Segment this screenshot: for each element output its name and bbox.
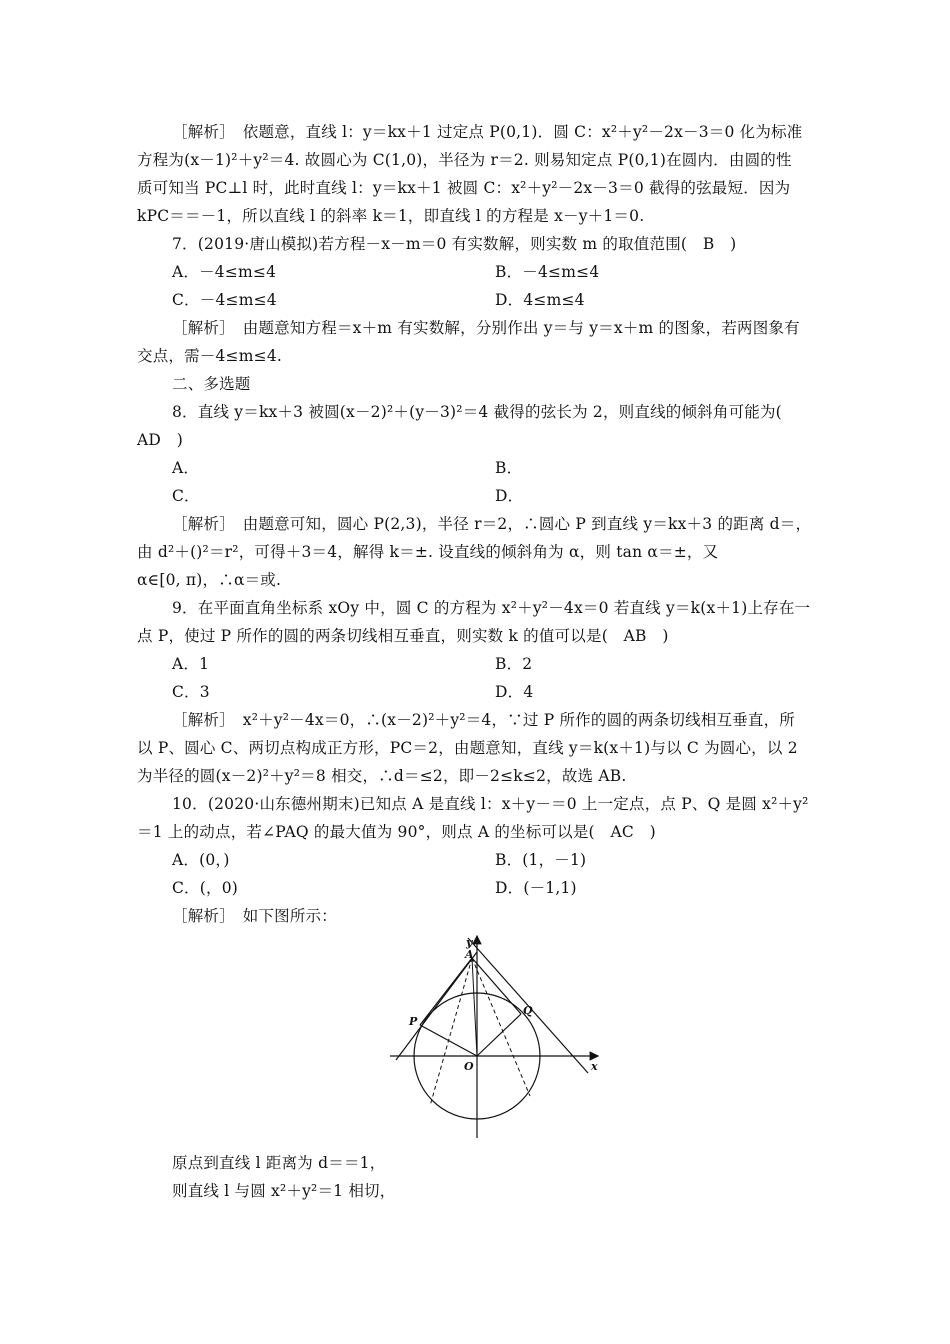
option-b: B．－4≤m≤4: [495, 263, 600, 281]
text-line: 原点到直线 l 距离为 d＝＝1，: [172, 1154, 386, 1172]
dashed-line-right: [472, 958, 530, 1096]
segment-ap: [420, 958, 472, 1025]
text-line: ＝1 上的动点，若∠PAQ 的最大值为 90°，则点 A 的坐标可以是( AC ): [137, 823, 656, 841]
option-c: C．(，0): [172, 879, 239, 897]
text-line: ［解析］ 由题意可知，圆心 P(2,3)，半径 r＝2，∴圆心 P 到直线 y＝kx＋3 的距离 d＝，: [172, 515, 812, 533]
segment-oa: [472, 958, 477, 1056]
option-b: B．(1，－1): [495, 851, 587, 869]
label-q: Q: [523, 1004, 533, 1017]
text-line: 方程为(x－1)²＋y²＝4. 故圆心为 C(1,0)，半径为 r＝2. 则易知定点 P(0,1)在圆内．由圆的性: [137, 151, 792, 169]
option-b: B．2: [495, 655, 533, 673]
option-a: A．(0，): [172, 851, 230, 869]
option-d: D．4≤m≤4: [495, 291, 585, 309]
option-c: C．: [172, 487, 200, 505]
option-a: A．: [172, 459, 200, 477]
text-line: ［解析］ 由题意知方程＝x＋m 有实数解，分别作出 y＝与 y＝x＋m 的图象，若两图象有: [172, 319, 800, 337]
option-b: B．: [495, 459, 523, 477]
text-line: AD ): [137, 431, 183, 449]
option-c: C．3: [172, 683, 210, 701]
option-d: D．(－1,1): [495, 879, 577, 897]
option-d: D．: [495, 487, 524, 505]
text-line: 点 P，使过 P 所作的圆的两条切线相互垂直，则实数 k 的值可以是( AB ): [137, 627, 669, 645]
text-line: kPC＝＝－1，所以直线 l 的斜率 k＝1，即直线 l 的方程是 x－y＋1＝0.: [137, 207, 645, 225]
segment-aq: [472, 958, 521, 1014]
label-p: P: [409, 1015, 418, 1028]
text-line: ［解析］ 依题意，直线 l：y＝kx＋1 过定点 P(0,1)．圆 C：x²＋y²－2x－3＝0 化为标准: [172, 123, 803, 141]
label-a: A: [465, 948, 474, 961]
text-line: 以 P、圆心 C、两切点构成正方形，PC＝2，由题意知，直线 y＝k(x＋1)与以 C 为圆心，以 2: [137, 739, 798, 757]
geometry-figure: [380, 928, 610, 1143]
dashed-line-left: [430, 958, 472, 1106]
section-heading: 二、多选题: [172, 375, 251, 393]
text-line: ［解析］ x²＋y²－4x＝0，∴(x－2)²＋y²＝4，∵过 P 所作的圆的两条切线相互垂直，所: [172, 711, 795, 729]
text-line: 交点，需－4≤m≤4.: [137, 347, 283, 365]
option-a: A．1: [172, 655, 210, 673]
circle-tangent-diagram: [380, 928, 610, 1143]
question-8: 8．直线 y＝kx＋3 被圆(x－2)²＋(y－3)²＝4 截得的弦长为 2，则直线的倾斜角可能为(: [172, 403, 782, 421]
text-line: 由 d²＋()²＝r²，可得＋3＝4，解得 k＝±. 设直线的倾斜角为 α，则 tan α＝±，又: [137, 543, 719, 561]
option-d: D．4: [495, 683, 534, 701]
segment-oq: [477, 1014, 521, 1056]
option-c: C．－4≤m≤4: [172, 291, 277, 309]
label-x: x: [591, 1060, 598, 1073]
label-o: O: [464, 1060, 474, 1073]
text-line: ［解析］ 如下图所示：: [172, 907, 337, 925]
question-9: 9．在平面直角坐标系 xOy 中，圆 C 的方程为 x²＋y²－4x＝0 若直线 y＝k(x＋1)上存在一: [172, 599, 811, 617]
tangent-line-left: [396, 952, 477, 1060]
question-7: 7．(2019·唐山模拟)若方程－x－m＝0 有实数解，则实数 m 的取值范围( B ): [172, 235, 737, 253]
option-a: A．－4≤m≤4: [172, 263, 277, 281]
text-line: α∈[0, π)，∴α＝或.: [137, 571, 282, 589]
text-line: 则直线 l 与圆 x²＋y²＝1 相切，: [172, 1182, 396, 1200]
text-line: 为半径的圆(x－2)²＋y²＝8 相交，∴d＝≤2，即－2≤k≤2，故选 AB.: [137, 767, 627, 785]
question-10: 10．(2020·山东德州期末)已知点 A 是直线 l：x＋y－＝0 上一定点，点 P、Q 是圆 x²＋y²: [172, 795, 809, 813]
text-line: 质可知当 PC⊥l 时，此时直线 l：y＝kx＋1 被圆 C：x²＋y²－2x－3＝0 截得的弦最短．因为: [137, 179, 791, 197]
label-y: y: [466, 936, 473, 949]
